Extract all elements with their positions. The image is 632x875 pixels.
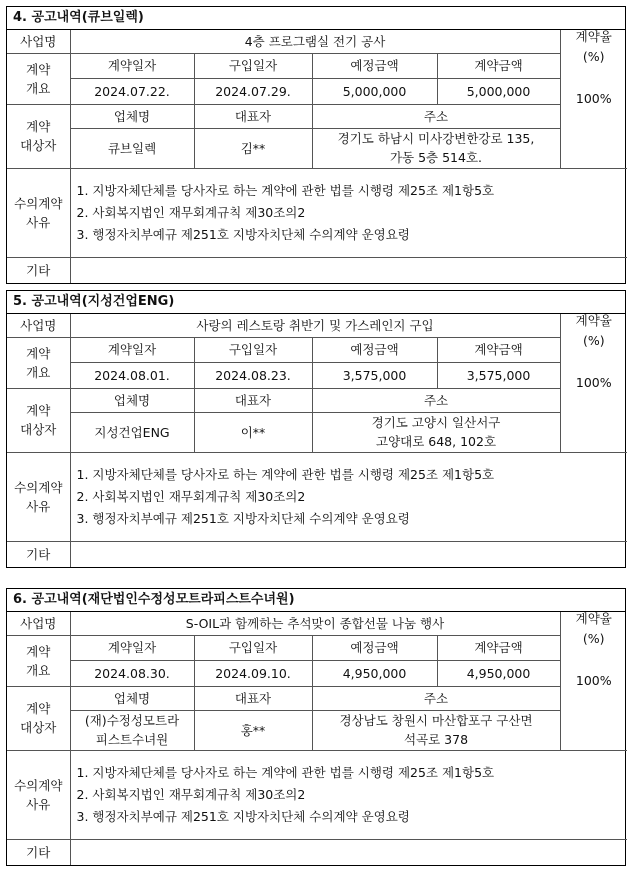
- reason-item: 3. 행정자치부예규 제251호 지방자치단체 수의계약 운영요령: [76, 510, 410, 526]
- representative-header: 대표자: [194, 388, 312, 412]
- notice-title: 6. 공고내역(재단법인수정성모트라피스트수녀원): [7, 589, 625, 612]
- estimated-amount-header: 예정금액: [312, 337, 437, 362]
- summary-label: 계약 개요: [7, 635, 70, 686]
- representative-name: 홍**: [194, 710, 312, 750]
- project-label: 사업명: [7, 314, 70, 337]
- reason-list: [70, 452, 627, 541]
- company-header: 업체명: [70, 686, 194, 710]
- purchase-date: 2024.08.23.: [194, 362, 312, 388]
- estimated-amount: 4,950,000: [312, 660, 437, 686]
- contract-amount-header: 계약금액: [437, 53, 560, 78]
- other-label: 기타: [7, 839, 70, 865]
- reason-item: 2. 사회복지법인 재무회계규칙 제30조의2: [76, 204, 306, 220]
- estimated-amount-header: 예정금액: [312, 635, 437, 660]
- contract-amount: 5,000,000: [437, 78, 560, 104]
- contract-date-header: 계약일자: [70, 53, 194, 78]
- notice-table: [7, 314, 627, 567]
- reason-item: 2. 사회복지법인 재무회계규칙 제30조의2: [76, 488, 306, 504]
- project-name: S-OIL과 함께하는 추석맞이 종합선물 나눔 행사: [70, 612, 560, 635]
- contract-amount: 4,950,000: [437, 660, 560, 686]
- address-header: 주소: [312, 686, 560, 710]
- purchase-date: 2024.07.29.: [194, 78, 312, 104]
- rate-label: 계약율 (%): [575, 313, 612, 349]
- purchase-date-header: 구입일자: [194, 635, 312, 660]
- rate-label: 계약율 (%): [575, 29, 612, 65]
- address-header: 주소: [312, 388, 560, 412]
- other-value: [70, 541, 627, 567]
- representative-header: 대표자: [194, 686, 312, 710]
- target-label: 계약 대상자: [7, 686, 70, 750]
- representative-header: 대표자: [194, 104, 312, 128]
- reason-item: 1. 지방자체단체를 당사자로 하는 계약에 관한 법를 시행령 제25조 제1항5호: [76, 466, 495, 482]
- company-name: 지성건업ENG: [70, 412, 194, 452]
- target-label: 계약 대상자: [7, 104, 70, 168]
- estimated-amount: 5,000,000: [312, 78, 437, 104]
- contract-date-header: 계약일자: [70, 635, 194, 660]
- project-name: 4층 프로그램실 전기 공사: [70, 30, 560, 53]
- contract-date: 2024.08.01.: [70, 362, 194, 388]
- reason-item: 3. 행정자치부예규 제251호 지방자치단체 수의계약 운영요령: [76, 808, 410, 824]
- notice-title: 4. 공고내역(큐브일렉): [7, 7, 625, 30]
- estimated-amount: 3,575,000: [312, 362, 437, 388]
- notice-4: [6, 6, 626, 284]
- rate-cell: [560, 30, 627, 168]
- other-label: 기타: [7, 257, 70, 283]
- address-header: 주소: [312, 104, 560, 128]
- purchase-date-header: 구입일자: [194, 337, 312, 362]
- address: 경상남도 창원시 마산합포구 구산면 석곡로 378: [312, 710, 560, 750]
- reason-label: 수의계약 사유: [7, 452, 70, 541]
- company-name: 큐브일렉: [70, 128, 194, 168]
- company-header: 업체명: [70, 388, 194, 412]
- target-label: 계약 대상자: [7, 388, 70, 452]
- address: 경기도 하남시 미사강변한강로 135, 가동 5층 514호.: [312, 128, 560, 168]
- summary-label: 계약 개요: [7, 337, 70, 388]
- purchase-date: 2024.09.10.: [194, 660, 312, 686]
- contract-amount: 3,575,000: [437, 362, 560, 388]
- contract-date: 2024.07.22.: [70, 78, 194, 104]
- representative-name: 이**: [194, 412, 312, 452]
- estimated-amount-header: 예정금액: [312, 53, 437, 78]
- contract-date-header: 계약일자: [70, 337, 194, 362]
- reason-label: 수의계약 사유: [7, 168, 70, 257]
- other-value: [70, 839, 627, 865]
- rate-value: 100%: [575, 375, 612, 391]
- address: 경기도 고양시 일산서구 고양대로 648, 102호: [312, 412, 560, 452]
- rate-value: 100%: [575, 91, 612, 107]
- notice-table: [7, 612, 627, 865]
- other-label: 기타: [7, 541, 70, 567]
- reason-item: 3. 행정자치부예규 제251호 지방자치단체 수의계약 운영요령: [76, 226, 410, 242]
- company-name: (재)수정성모트라 피스트수녀원: [70, 710, 194, 750]
- reason-item: 1. 지방자체단체를 당사자로 하는 계약에 관한 법를 시행령 제25조 제1항5호: [76, 764, 495, 780]
- project-name: 사랑의 레스토랑 취반기 및 가스레인지 구입: [70, 314, 560, 337]
- rate-label: 계약율 (%): [575, 611, 612, 647]
- project-label: 사업명: [7, 612, 70, 635]
- project-label: 사업명: [7, 30, 70, 53]
- reason-list: [70, 750, 627, 839]
- notice-title: 5. 공고내역(지성건업ENG): [7, 291, 625, 314]
- representative-name: 김**: [194, 128, 312, 168]
- reason-label: 수의계약 사유: [7, 750, 70, 839]
- rate-value: 100%: [575, 673, 612, 689]
- contract-date: 2024.08.30.: [70, 660, 194, 686]
- rate-cell: [560, 314, 627, 452]
- notice-5: [6, 290, 626, 568]
- summary-label: 계약 개요: [7, 53, 70, 104]
- purchase-date-header: 구입일자: [194, 53, 312, 78]
- contract-amount-header: 계약금액: [437, 635, 560, 660]
- reason-item: 2. 사회복지법인 재무회계규칙 제30조의2: [76, 786, 306, 802]
- other-value: [70, 257, 627, 283]
- reason-item: 1. 지방자체단체를 당사자로 하는 계약에 관한 법를 시행령 제25조 제1항5호: [76, 182, 495, 198]
- rate-cell: [560, 612, 627, 750]
- contract-amount-header: 계약금액: [437, 337, 560, 362]
- notice-6: [6, 588, 626, 866]
- reason-list: [70, 168, 627, 257]
- company-header: 업체명: [70, 104, 194, 128]
- notice-table: [7, 30, 627, 283]
